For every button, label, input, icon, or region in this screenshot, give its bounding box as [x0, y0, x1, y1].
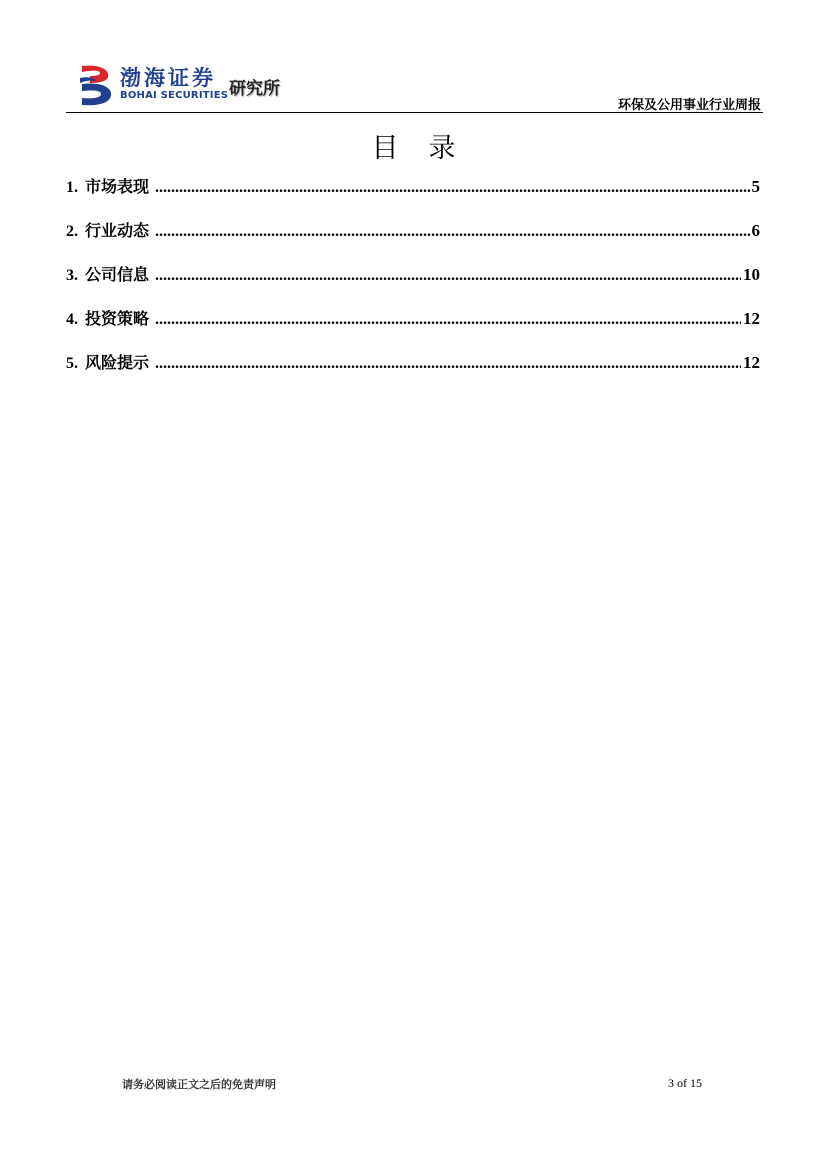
toc-entry-number: 1. — [66, 179, 78, 196]
toc-entry-1[interactable] — [66, 174, 760, 218]
toc-entry-5[interactable] — [66, 350, 760, 394]
toc-entry-number: 2. — [66, 223, 78, 240]
toc-entry-label: 公司信息 — [85, 265, 150, 284]
logo-english-name: BOHAI SECURITIES — [120, 90, 229, 101]
header-divider — [66, 112, 763, 113]
toc-entry-3[interactable] — [66, 262, 760, 306]
toc-entry-label: 投资策略 — [85, 309, 150, 328]
toc-leader-dots — [155, 355, 741, 373]
toc-entry-page: 12 — [743, 309, 760, 328]
report-type: 环保及公用事业行业周报 — [617, 98, 761, 113]
toc-entry-label: 风险提示 — [85, 353, 150, 372]
logo-institute: 研究所 — [229, 79, 280, 99]
toc-entry-number: 3. — [66, 267, 78, 284]
bohai-logo-icon — [78, 64, 114, 106]
toc-leader-dots — [155, 267, 741, 285]
toc-entry-page: 10 — [743, 265, 760, 284]
toc-leader-dots — [155, 311, 741, 329]
toc-entry-page: 6 — [751, 221, 760, 240]
footer-page-indicator: 3 of 15 — [668, 1076, 702, 1090]
toc-entry-label: 行业动态 — [85, 221, 150, 240]
table-of-contents — [66, 174, 760, 394]
toc-entry-2[interactable] — [66, 218, 760, 262]
toc-entry-page: 12 — [743, 353, 760, 372]
toc-entry-number: 4. — [66, 311, 78, 328]
footer-disclaimer: 请务必阅读正文之后的免责声明 — [122, 1078, 276, 1091]
logo-chinese-name: 渤海证券 — [120, 65, 216, 90]
toc-entry-4[interactable] — [66, 306, 760, 350]
page-header — [66, 60, 763, 114]
toc-entry-page: 5 — [751, 177, 760, 196]
toc-leader-dots — [155, 223, 749, 241]
toc-leader-dots — [155, 179, 749, 197]
toc-entry-number: 5. — [66, 355, 78, 372]
toc-entry-label: 市场表现 — [85, 177, 150, 196]
toc-title: 目录 — [371, 133, 486, 164]
